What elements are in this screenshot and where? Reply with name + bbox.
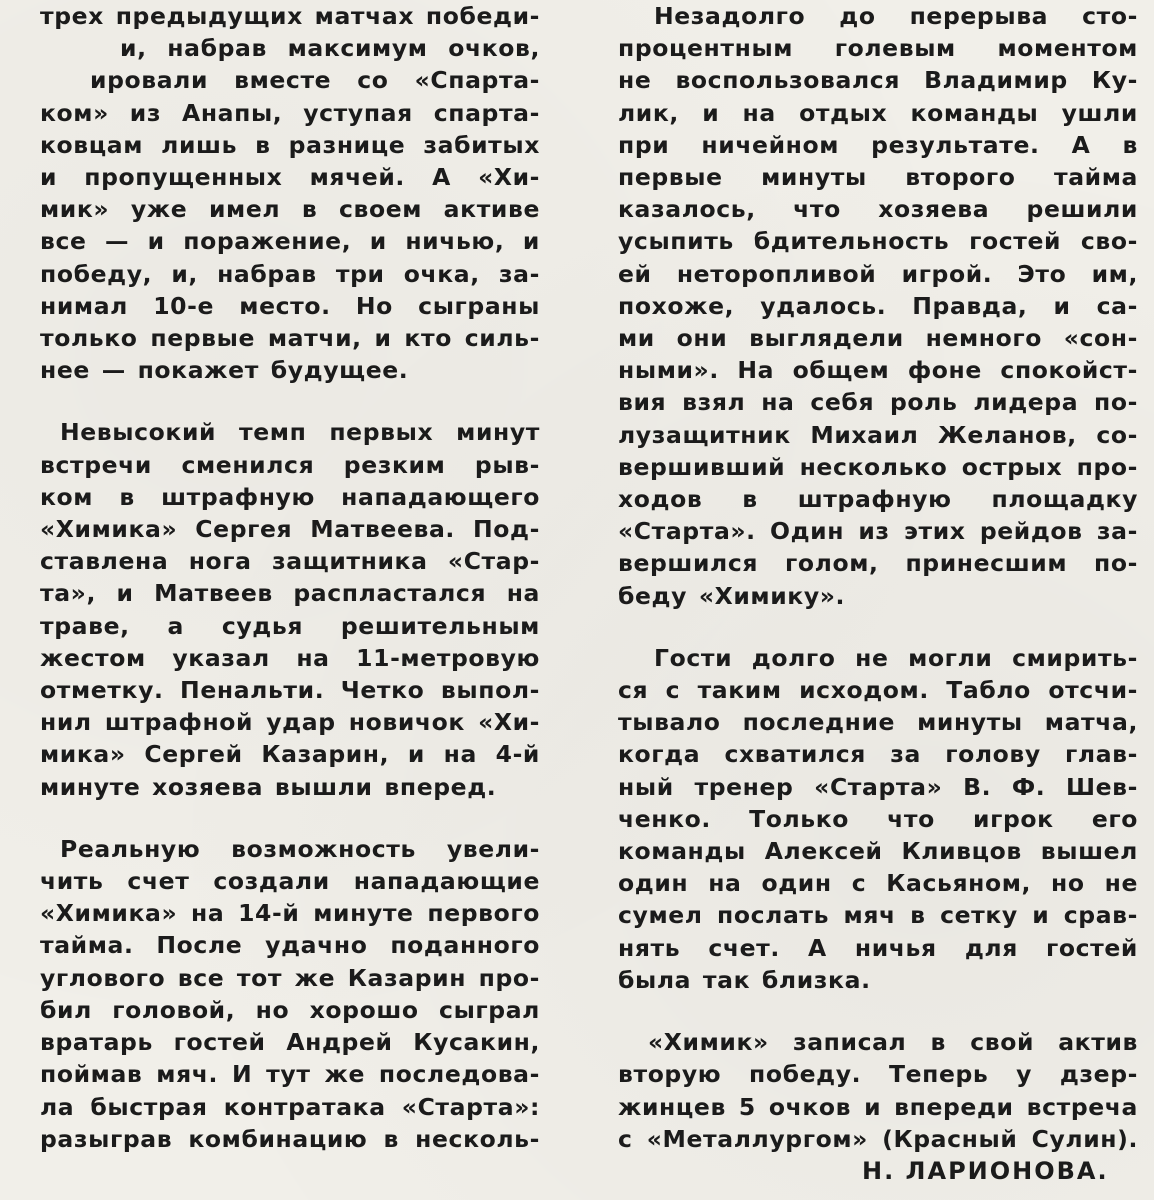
left-column (40, 0, 540, 1155)
text-line: вратарь гостей Андрей Кусакин, (40, 1028, 540, 1057)
text-line: «Химик» записал в свой актив (648, 1028, 1138, 1057)
text-line: похоже, удалось. Правда, и са- (618, 291, 1138, 320)
text-line: усыпить бдительность гостей сво- (618, 227, 1138, 256)
text-line: ла быстрая контратака «Старта»: (40, 1092, 540, 1121)
text-line: «Химика» на 14-й минуте первого (40, 899, 540, 928)
text-line: и, набрав максимум очков, (120, 34, 540, 63)
text-line: траве, а судья решительным (40, 611, 540, 640)
text-line: ей неторопливой игрой. Это им, (618, 259, 1138, 288)
text-line: бил головой, но хорошо сыграл (40, 995, 540, 1024)
text-line: ный тренер «Старта» В. Ф. Шев- (618, 772, 1138, 801)
text-line: поймав мяч. И тут же последова- (40, 1060, 540, 1089)
text-line: ными». На общем фоне спокойст- (618, 356, 1138, 385)
text-line: лик, и на отдых команды ушли (618, 98, 1138, 127)
text-line: вия взял на себя роль лидера по- (618, 388, 1138, 417)
text-line: ся с таким исходом. Табло отсчи- (618, 676, 1138, 705)
right-paragraph-3 (618, 1026, 1138, 1155)
author-signature: Н. ЛАРИОНОВА. (862, 1157, 1109, 1185)
text-line: была так близка. (618, 965, 871, 994)
text-line: ченко. Только что игрок его (618, 804, 1138, 833)
text-line: процентным голевым моментом (618, 34, 1138, 63)
text-line: Незадолго до перерыва сто- (654, 2, 1138, 30)
text-line: беду «Химику». (618, 581, 846, 610)
text-line: чить счет создали нападающие (40, 867, 540, 896)
text-line: ми они выглядели немного «сон- (618, 324, 1138, 353)
right-paragraph-2 (618, 642, 1138, 996)
text-line: «Старта». Один из этих рейдов за- (618, 517, 1138, 546)
text-line: ком в штрафную нападающего (40, 482, 540, 511)
text-line: встречи сменился резким рыв- (40, 450, 540, 479)
text-line: ковцам лишь в разнице забитых (40, 130, 540, 159)
text-line: и пропущенных мячей. А «Хи- (40, 163, 540, 192)
text-line: лузащитник Михаил Желанов, со- (618, 420, 1138, 449)
left-paragraph-1 (40, 0, 540, 386)
text-line: ходов в штрафную площадку (618, 485, 1138, 514)
text-line: «Химика» Сергея Матвеева. Под- (40, 515, 540, 544)
text-line: та», и Матвеев распластался на (40, 579, 540, 608)
text-line: нимал 10-е место. Но сыграны (40, 291, 540, 320)
text-line: Реальную возможность увели- (60, 834, 540, 863)
text-line: только первые матчи, и кто силь- (40, 324, 540, 353)
text-line: при ничейном результате. А в (618, 130, 1138, 159)
text-line: Невысокий темп первых минут (60, 418, 540, 447)
text-line: жинцев 5 очков и впереди встреча (618, 1092, 1138, 1121)
right-column (618, 0, 1138, 1155)
text-line: казалось, что хозяева решили (618, 195, 1138, 224)
text-line: тайма. После удачно поданного (40, 931, 540, 960)
text-line: нее — покажет будущее. (40, 356, 409, 385)
text-line: нять счет. А ничья для гостей (618, 933, 1138, 962)
text-line: трех предыдущих матчах победи- (40, 2, 540, 30)
text-line: нил штрафной удар новичок «Хи- (40, 708, 540, 737)
text-line: сумел послать мяч в сетку и срав- (618, 901, 1138, 930)
text-line: вершился голом, принесшим по- (618, 549, 1138, 578)
text-line: ировали вместе со «Спарта- (90, 66, 540, 95)
left-paragraph-2 (40, 416, 540, 802)
text-line: углового все тот же Казарин про- (40, 963, 540, 992)
text-line: ком» из Анапы, уступая спарта- (40, 98, 540, 127)
text-line: Гости долго не могли смирить- (654, 643, 1138, 672)
right-paragraph-1 (618, 0, 1138, 612)
text-line: один на один с Касьяном, но не (618, 869, 1138, 898)
text-line: мик» уже имел в своем активе (40, 195, 540, 224)
text-line: вторую победу. Теперь у дзер- (618, 1060, 1138, 1089)
left-paragraph-3 (40, 833, 540, 1155)
text-line: с «Металлургом» (Красный Сулин). (618, 1124, 1138, 1153)
text-line: победу, и, набрав три очка, за- (40, 259, 540, 288)
text-line: вершивший несколько острых про- (618, 452, 1138, 481)
text-line: разыграв комбинацию в несколь- (40, 1124, 540, 1153)
text-line: когда схватился за голову глав- (618, 740, 1138, 769)
text-line: мика» Сергей Казарин, и на 4-й (40, 740, 540, 769)
text-line: не воспользовался Владимир Ку- (618, 66, 1138, 95)
text-line: минуте хозяева вышли вперед. (40, 772, 497, 801)
text-line: первые минуты второго тайма (618, 163, 1138, 192)
text-line: отметку. Пенальти. Четко выпол- (40, 676, 540, 705)
text-line: жестом указал на 11-метровую (40, 643, 540, 672)
text-line: команды Алексей Кливцов вышел (618, 837, 1138, 866)
text-line: все — и поражение, и ничью, и (40, 227, 540, 256)
text-line: ставлена нога защитника «Стар- (40, 547, 540, 576)
text-line: тывало последние минуты матча, (618, 708, 1138, 737)
